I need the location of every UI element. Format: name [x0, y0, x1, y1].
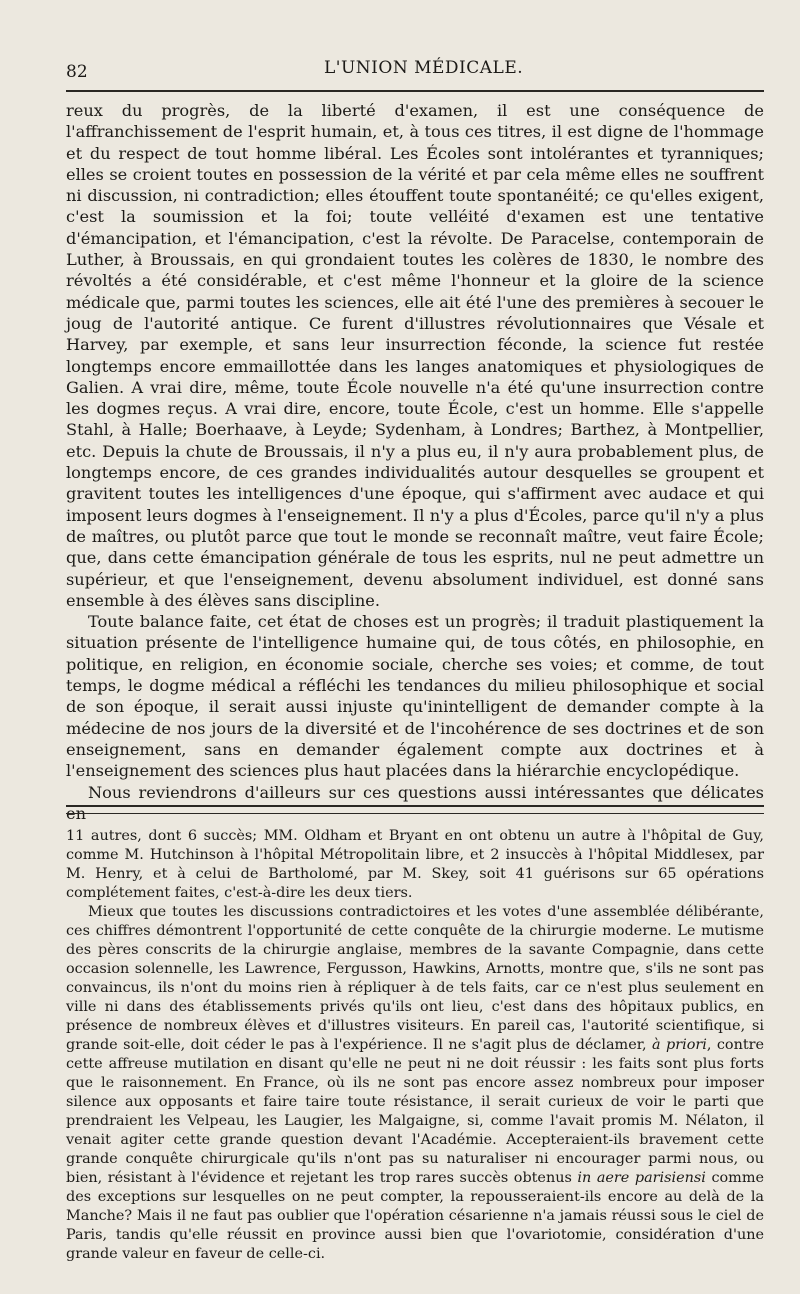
running-title: L'UNION MÉDICALE. [324, 58, 524, 78]
main-paragraph-2: Toute balance faite, cet état de choses est un progrès; il traduit plastiquement la situation présente de l'intelligence humaine qui, de tous côtés, en philosophie, en politique, en religion, en économie sociale, cherche ses voies; et comme, de tout temps, le dogme médical a réfléchi les tendances du milieu philosophique et social de son époque, il serait aussi injuste qu'inintelligent de demander compte à la médecine de nos jours de la diversité et de l'incohérence de ses doctrines et de son enseignement, sans en demander également compte aux doctrines et à l'enseignement des sciences plus haut placées dans la hiérarchie encyclopédique. [66, 612, 764, 781]
footnote-text-run: Mieux que toutes les discussions contradictoires et les votes d'une assemblée délibérante, ces chiffres démontrent l'opportunité de cette conquête de la chirurgie moderne. Le mutisme des pères conscrits de la chirurgie anglaise, membres de la savante Compagnie, dans cette occasion solennelle, les Lawrence, Fergusson, Hawkins, Arnotts, montre que, s'ils ne sont pas convaincus, ils n'ont du moins rien à répliquer à de tels faits, car ce n'est plus seulement en ville ni dans des établissements privés qu'ils ont lieu, c'est dans des hôpitaux publics, en présence de nombreux élèves et d'illustres visiteurs. En pareil cas, l'autorité scientifique, si grande soit-elle, doit céder le pas à l'expérience. Il ne s'agit plus de déclamer, [66, 904, 764, 1053]
footnote-paragraph-2 [66, 903, 764, 1264]
page-number: 82 [66, 62, 88, 82]
footnote-text [66, 827, 764, 1264]
page-header [66, 54, 766, 84]
footnote-separator [66, 805, 764, 814]
footnote-text-run: , contre cette affreuse mutilation en disant qu'elle ne peut ni ne doit réussir : les faits sont plus forts que le raisonnement. En France, où ils ne sont pas encore assez nombreux pour imposer silence aux opposants et faire taire toute résistance, il serait curieux de voir le parti que prendraient les Velpeau, les Laugier, les Malgaigne, si, comme l'avait promis M. Nélaton, il venait agiter cette grande question devant l'Académie. Accepteraient-ils bravement cette grande conquête chirurgicale qu'ils n'ont pas su naturaliser ni encourager parmi nous, ou bien, résistant à l'évidence et rejetant les trop rares succès obtenus [66, 1037, 765, 1186]
main-paragraph-3: Nous reviendrons d'ailleurs sur ces questions aussi intéressantes que délicates en [66, 782, 764, 823]
footnote-text-run: comme des exceptions sur lesquelles on ne peut compter, la repousseraient-ils encore au delà de la Manche? Mais il ne faut pas oublier que l'opération césarienne n'a jamais réussi sous le ciel de Paris, tandis qu'elle réussit en province aussi bien que l'ovariotomie, considération d'une grande valeur en faveur de celle-ci. [66, 1170, 764, 1262]
main-paragraph-1: reux du progrès, de la liberté d'examen, il est une conséquence de l'affranchissement de l'esprit humain, et, à tous ces titres, il est digne de l'hommage et du respect de tout homme libéral. Les Écoles sont intolérantes et tyranniques; elles se croient toutes en possession de la vérité et par cela même elles ne souffrent ni discussion, ni contradiction; elles étouffent toute spontanéité; ce qu'elles exigent, c'est la soumission et la foi; toute velléité d'examen est une tentative d'émancipation, et l'émancipation, c'est la révolte. De Paracelse, contemporain de Luther, à Broussais, en qui grondaient toutes les colères de 1830, le nombre des révoltés a été considérable, et c'est même l'honneur et la gloire de la science médicale que, parmi toutes les sciences, elle ait été l'une des premières à secouer le joug de l'autorité antique. Ce furent d'illustres révolutionnaires que Vésale et Harvey, par exemple, et sans leur insurrection féconde, la science fut restée longtemps encore emmaillottée dans les langes anatomiques et physiologiques de Galien. A vrai dire, même, toute École nouvelle n'a été qu'une insurrection contre les dogmes reçus. A vrai dire, encore, toute École, c'est un homme. Elle s'appelle Stahl, à Halle; Boerhaave, à Leyde; Sydenham, à Londres; Barthez, à Montpellier, etc. Depuis la chute de Broussais, il n'y a plus eu, il n'y aura probablement plus, de longtemps encore, de ces grandes individualités autour desquelles se groupent et gravitent toutes les intelligences d'une époque, qui s'affirment avec audace et qui imposent leurs dogmes à l'enseignement. Il n'y a plus d'Écoles, parce qu'il n'y a plus de maîtres, ou plutôt parce que tout le monde se reconnaît maître, veut faire École; que, dans cette émancipation générale de tous les esprits, nul ne peut admettre un supérieur, et que l'enseignement, devenu absolument individuel, est donné sans ensemble à des élèves sans discipline. [66, 101, 764, 610]
italic-phrase: à priori [652, 1037, 707, 1053]
main-text [66, 100, 764, 824]
footnote-paragraph-1: 11 autres, dont 6 succès; MM. Oldham et Bryant en ont obtenu un autre à l'hôpital de Guy, comme M. Hutchinson à l'hôpital Métropolitain libre, et 2 insuccès à l'hôpital Middlesex, par M. Henry, et à celui de Bartholomé, par M. Skey, soit 41 guérisons sur 65 opérations complétement faites, c'est-à-dire les deux tiers. [66, 828, 764, 901]
header-rule [66, 90, 764, 92]
italic-phrase: in aere parisiensi [577, 1170, 706, 1186]
